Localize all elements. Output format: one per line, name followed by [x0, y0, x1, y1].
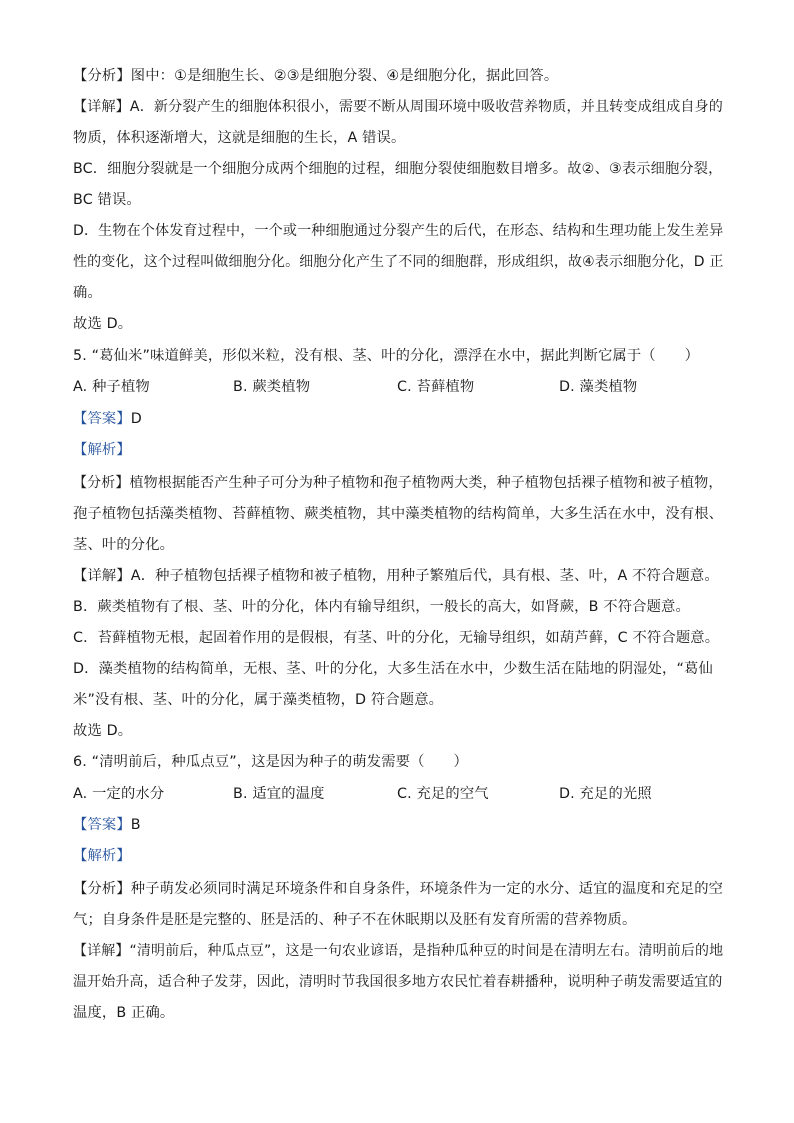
q6-detail-line1: 【详解】“清明前后，种瓜点豆”，这是一句农业谚语，是指种瓜种豆的时间是在清明左右。清明前后的地	[73, 943, 724, 959]
q5-analysis-line3: 茎、叶的分化。	[73, 537, 175, 553]
q6-detail-line3: 温度，B 正确。	[73, 1005, 175, 1021]
q5-detail-a: 【详解】A．种子植物包括裸子植物和被子植物，用种子繁殖后代，具有根、茎、叶，A 不符合题意。	[73, 568, 719, 584]
q5-answer	[73, 409, 142, 429]
q5-explain-label: 【解析】	[73, 442, 131, 458]
q5-detail-d-line2: 米”没有根、茎、叶的分化，属于藻类植物，D 符合题意。	[73, 692, 444, 708]
q5-answer-label: 【答案】	[73, 411, 131, 427]
q5-options	[73, 377, 723, 397]
q4-detail-a-line1: 【详解】A．新分裂产生的细胞体积很小，需要不断从周围环境中吸收营养物质，并且转变成组成自身的	[73, 99, 724, 115]
q6-options	[73, 784, 723, 804]
q4-analysis: 【分析】图中：①是细胞生长、②③是细胞分裂、④是细胞分化，据此回答。	[73, 68, 559, 84]
q6-option-d: D. 充足的光照	[559, 786, 652, 802]
q4-detail-d-line2: 性的变化，这个过程叫做细胞分化。细胞分化产生了不同的细胞群，形成组织，故④表示细胞分化，D 正	[73, 254, 724, 270]
q6-analysis-line2: 气；自身条件是胚是完整的、胚是活的、种子不在休眠期以及胚有发育所需的营养物质。	[73, 912, 637, 928]
q4-detail-bc-line1: BC．细胞分裂就是一个细胞分成两个细胞的过程，细胞分裂使细胞数目增多。故②、③表示细胞分裂，	[73, 161, 723, 177]
q4-detail-d-line3: 确。	[73, 285, 102, 301]
q6-explain-label: 【解析】	[73, 848, 131, 864]
q5-analysis-line1: 【分析】植物根据能否产生种子可分为种子植物和孢子植物两大类，种子植物包括裸子植物和被子植物，	[73, 475, 723, 491]
q5-detail-c: C．苔藓植物无根，起固着作用的是假根，有茎、叶的分化，无输导组织，如葫芦藓，C 不符合题意。	[73, 630, 720, 646]
q6-analysis-line1: 【分析】种子萌发必须同时满足环境条件和自身条件，环境条件为一定的水分、适宜的温度和充足的空	[73, 881, 724, 897]
q5-option-c: C. 苔藓植物	[397, 379, 475, 395]
q4-detail-bc-line2: BC 错误。	[73, 192, 141, 208]
q5-option-a: A. 种子植物	[73, 379, 150, 395]
q4-detail-a-line2: 物质，体积逐渐增大，这就是细胞的生长，A 错误。	[73, 130, 406, 146]
q4-detail-d-line1: D．生物在个体发育过程中，一个或一种细胞通过分裂产生的后代，在形态、结构和生理功能上发生差异	[73, 223, 724, 239]
q6-answer	[73, 815, 141, 835]
q5-detail-d-line1: D．藻类植物的结构简单，无根、茎、叶的分化，大多生活在水中，少数生活在陆地的阴湿处，“葛仙	[73, 661, 713, 677]
q5-conclusion: 故选 D。	[73, 723, 133, 739]
q6-option-a: A. 一定的水分	[73, 786, 165, 802]
q5-analysis-line2: 孢子植物包括藻类植物、苔藓植物、蕨类植物，其中藻类植物的结构简单，大多生活在水中，没有根、	[73, 506, 724, 522]
q5-option-d: D. 藻类植物	[559, 379, 638, 395]
q6-option-b: B. 适宜的温度	[233, 786, 325, 802]
q6-answer-value: B	[130, 817, 141, 833]
q4-conclusion: 故选 D。	[73, 316, 133, 332]
q5-detail-b: B．蕨类植物有了根、茎、叶的分化，体内有输导组织，一般长的高大，如肾蕨，B 不符合题意。	[73, 599, 690, 615]
q6-stem: 6. “清明前后，种瓜点豆”，这是因为种子的萌发需要（ ）	[73, 754, 468, 770]
q5-stem: 5. “葛仙米”味道鲜美，形似米粒，没有根、茎、叶的分化，漂浮在水中，据此判断它属于（ ）	[73, 348, 700, 364]
q5-answer-value: D	[130, 411, 142, 427]
q6-answer-label: 【答案】	[73, 817, 131, 833]
q6-detail-line2: 温开始升高，适合种子发芽，因此，清明时节我国很多地方农民忙着春耕播种，说明种子萌发需要适宜的	[73, 974, 723, 990]
q6-option-c: C. 充足的空气	[397, 786, 489, 802]
q5-option-b: B. 蕨类植物	[233, 379, 311, 395]
